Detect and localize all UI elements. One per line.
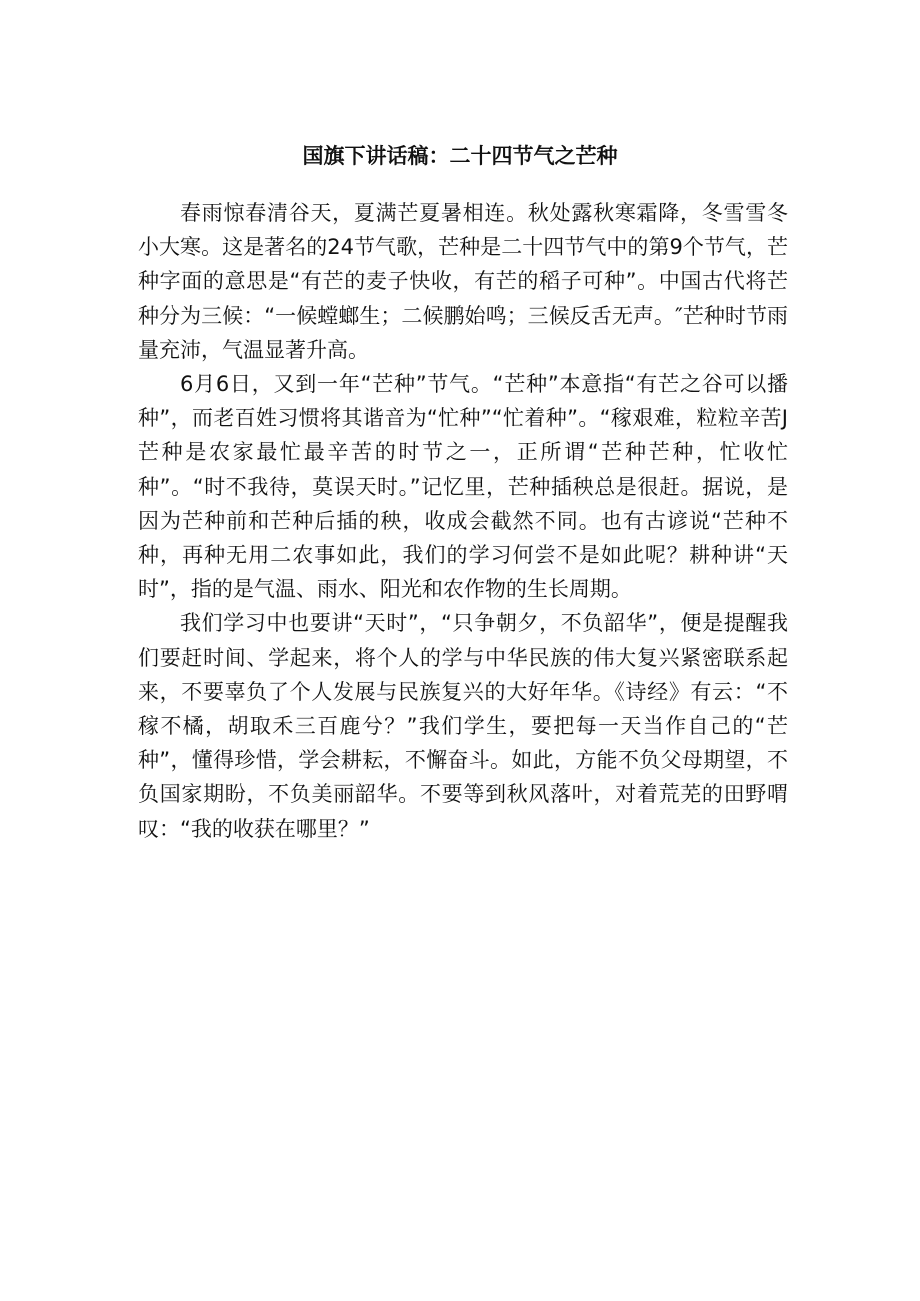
paragraph-1: 春雨惊春清谷天，夏满芒夏暑相连。秋处露秋寒霜降，冬雪雪冬小大寒。这是著名的24节气歌，芒种是二十四节气中的第9个节气，芒种字面的意思是“有芒的麦子快收，有芒的稻子可种”。中国古代将芒种分为三候：“一候螳螂生；二候鹏始鸣；三候反舌无声。″芒种时节雨量充沛，气温显著升高。 [138,201,788,362]
document-body [138,196,788,846]
paragraph-3: 我们学习中也要讲“天时”，“只争朝夕，不负韶华”，便是提醒我们要赶时间、学起来，将个人的学与中华民族的伟大复兴紧密联系起来，不要辜负了个人发展与民族复兴的大好年华。《诗经》有云：“不稼不橘，胡取禾三百鹿兮？”我们学生，要把每一天当作自己的“芒种”，懂得珍惜，学会耕耘，不懈奋斗。如此，方能不负父母期望，不负国家期盼，不负美丽韶华。不要等到秋风落叶，对着荒芜的田野喟叹：“我的收获在哪里？” [138,611,788,841]
document-title: 国旗下讲话稿：二十四节气之芒种 [302,144,618,168]
paragraph-2: 6月6日，又到一年“芒种”节气。“芒种”本意指“有芒之谷可以播种”，而老百姓习惯将其谐音为“忙种”“忙着种”。“稼艰难，粒粒辛苦J芒种是农家最忙最辛苦的时节之一，正所谓“芒种芒种，忙收忙种”。“时不我待，莫误天时。”记忆里，芒种插秧总是很赶。据说，是因为芒种前和芒种后插的秧，收成会截然不同。也有古谚说“芒种不种，再种无用二农事如此，我们的学习何尝不是如此呢？耕种讲“天时”，指的是气温、雨水、阳光和农作物的生长周期。 [138,372,788,602]
